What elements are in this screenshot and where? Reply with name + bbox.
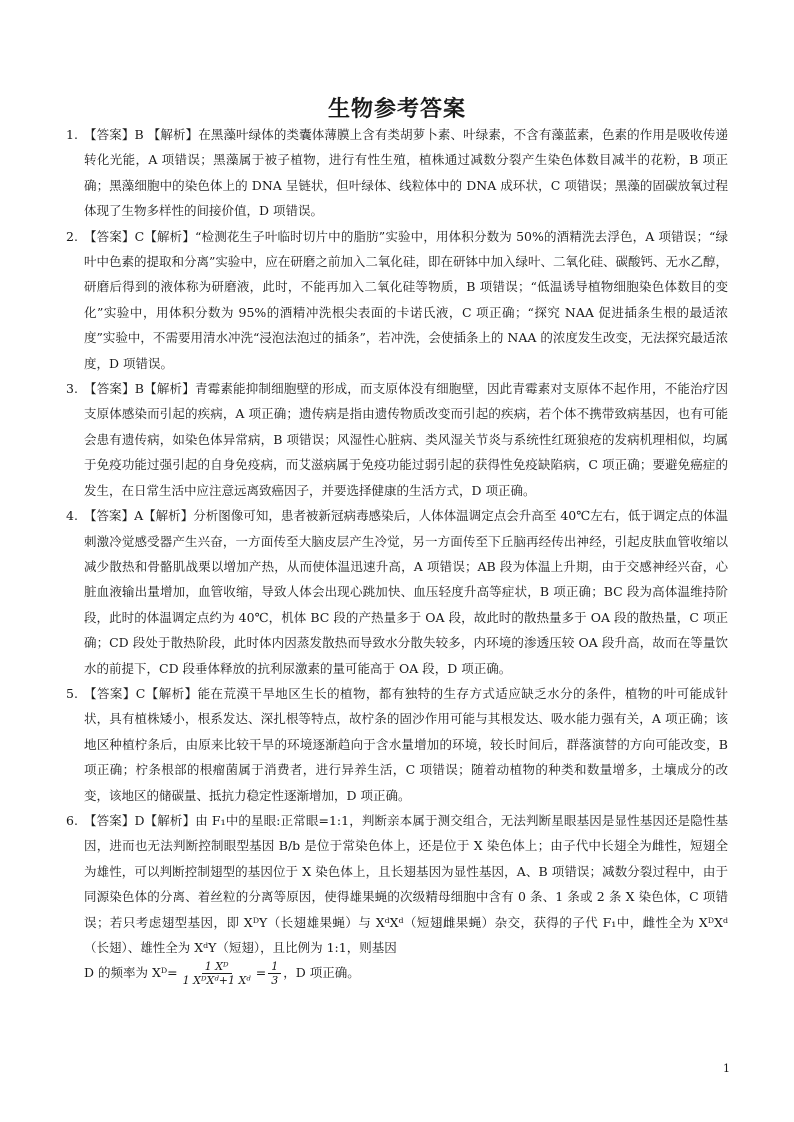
answer-text: 【答案】C【解析】能在荒漠干旱地区生长的植物，都有独特的生存方式适应缺乏水分的条件，植物的叶可能成针状，具有植株矮小，根系发达、深扎根等特点，故柠条的固沙作用可能与其根发达、吸水能力强有关，A 项正确；该地区种植柠条后，由原来比较干旱的环境逐渐趋向于含水量增加的环境，较长时间后，群落演替的方向可能改变，B 项正确；柠条根部的根瘤菌属于消费者，进行异养生活，C 项错误；随着动植物的种类和数量增多，土壤成分的改变，该地区的储碳量、抵抗力稳定性逐渐增加，D 项正确。 [84,685,728,803]
fraction-denominator: 3 [271,974,279,988]
fraction-numerator: 1 [268,960,281,974]
answer-number: 3. [66,381,78,397]
answer-number: 1. [66,127,78,142]
answer-number: 5. [66,685,78,701]
fraction-denominator: 1 XᴰXᵈ+1 Xᵈ [182,974,251,988]
answer-item-5 [66,681,728,808]
answer-item-4 [66,503,728,681]
answer-text: 【答案】C【解析】“检测花生子叶临时切片中的脂肪”实验中，用体积分数为 50%的酒精洗去浮色，A 项错误；“绿叶中色素的提取和分离”实验中，应在研磨之前加入二氧化硅，即在研钵中加入绿叶、二氧化硅、碳酸钙、无水乙醇，研磨后得到的液体称为研磨液，此时，不能再加入二氧化硅等物质，B 项错误；“低温诱导植物细胞染色体数目的变化”实验中，用体积分数为 95%的酒精冲洗根尖表面的卡诺氏液，C 项正确；“探究 NAA 促进插条生根的最适浓度”实验中，不需要用清水冲洗“浸泡法泡过的插条”，若冲洗，会使插条上的 NAA 的浓度发生改变，无法探究最适浓度，D 项错误。 [84,228,728,371]
answer-item-1 [66,122,728,224]
answer-item-2 [66,224,728,376]
answer-item-3 [66,376,728,503]
fraction-result [268,960,281,987]
answer-text: 【答案】B【解析】青霉素能抑制细胞壁的形成，而支原体没有细胞壁，因此青霉素对支原体不起作用，不能治疗因支原体感染而引起的疾病，A 项正确；遗传病是指由遗传物质改变而引起的疾病，若个体不携带致病基因，也有可能会患有遗传病，如染色体异常病，B 项错误；风湿性心脏病、类风湿关节炎与系统性红斑狼疮的发病机理相似，均属于免疫功能过强引起的自身免疫病，而艾滋病属于免疫功能过弱引起的获得性免疫缺陷病，C 项正确；要避免癌症的发生，在日常生活中应注意远离致癌因子，并要选择健康的生活方式，D 项正确。 [84,381,728,498]
fraction-allele-frequency [180,960,254,987]
answer-item-6 [66,808,728,988]
formula-equals: = [255,965,267,981]
answer-list [66,122,728,988]
answer-number: 6. [66,812,78,828]
answer-number: 2. [66,228,78,244]
fraction-numerator: 1 Xᴰ [202,960,232,974]
page-number: 1 [723,1062,730,1075]
formula-prefix: D 的频率为 Xᴰ= [84,965,178,981]
formula-suffix: ，D 项正确。 [283,965,360,981]
answer-text: 【答案】A【解析】分析图像可知，患者被新冠病毒感染后，人体体温调定点会升高至 40℃左右，低于调定点的体温刺激冷觉感受器产生兴奋，一方面传至大脑皮层产生冷觉，另一方面传至下丘脑再经传出神经，引起皮肤血管收缩以减少散热和骨骼肌战栗以增加产热，从而使体温迅速升高，A 项错误；AB 段为体温上升期，由于交感神经兴奋，心脏血液输出量增加，血管收缩，导致人体会出现心跳加快、血压轻度升高等症状，B 项正确；BC 段为高体温维持阶段，此时的体温调定点约为 40℃，机体 BC 段的产热量多于 OA 段，故此时的散热量多于 OA 段的散热量，C 项正确；CD 段处于散热阶段，此时体内因蒸发散热而导致水分散失较多，内环境的渗透压较 OA 段升高，故而在等量饮水的前提下，CD 段垂体释放的抗利尿激素的量可能高于 OA 段，D 项正确。 [84,508,728,676]
page-title: 生物参考答案 [327,97,466,122]
answer-text: 【答案】B 【解析】在黑藻叶绿体的类囊体薄膜上含有类胡萝卜素、叶绿素，不含有藻蓝素，色素的作用是吸收传递转化光能，A 项错误；黑藻属于被子植物，进行有性生殖，植株通过减数分裂产生染色体数目减半的花粉，B 项正确；黑藻细胞中的染色体上的 DNA 呈链状，但叶绿体、线粒体中的 DNA 成环状，C 项错误；黑藻的固碳放氧过程体现了生物多样性的间接价值，D 项错误。 [84,127,728,219]
answer-text: 【答案】D【解析】由 F₁中的星眼:正常眼=1:1，判断亲本属于测交组合，无法判断星眼基因是显性基因还是隐性基因，进而也无法判断控制眼型基因 B/b 是位于常染色体上，还是位于 X 染色体上；由子代中长翅全为雌性，短翅全为雄性，可以判断控制翅型的基因位于 X 染色体上，且长翅基因为显性基因，A、B 项错误；减数分裂过程中，由于同源染色体的分离、着丝粒的分离等原因，使得雄果蝇的次级精母细胞中含有 0 条、1 条或 2 条 X 染色体，C 项错误；若只考虑翅型基因，即 XᴰY（长翅雄果蝇）与 XᵈXᵈ（短翅雌果蝇）杂交，获得的子代 F₁中，雌性全为 XᴰXᵈ（长翅）、雄性全为 XᵈY（短翅），且比例为 1:1，则基因 [84,812,728,955]
answer-number: 4. [66,508,78,524]
